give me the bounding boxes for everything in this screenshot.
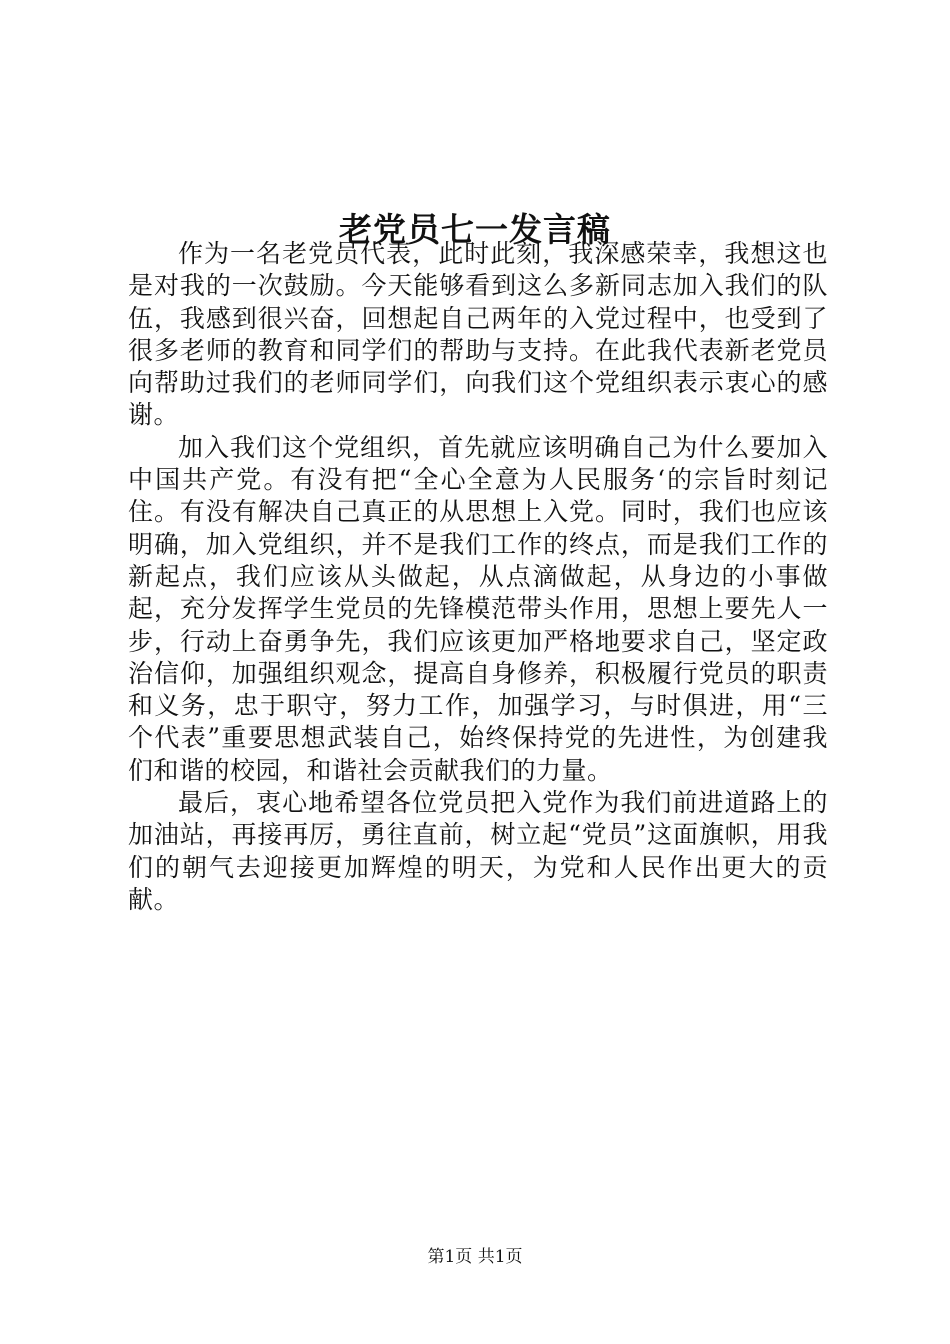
paragraph-2: 加入我们这个党组织，首先就应该明确自己为什么要加入中国共产党。有没有把“全心全意为人民服务‘的宗旨时刻记住。有没有解决自己真正的从思想上入党。同时，我们也应该明确，加入党组织，并不是我们工作的终点，而是我们工作的新起点，我们应该从头做起，从点滴做起，从身边的小事做起，充分发挥学生党员的先锋模范带头作用，思想上要先人一步，行动上奋勇争先，我们应该更加严格地要求自己，坚定政治信仰，加强组织观念，提高自身修养，积极履行党员的职责和义务，忠于职守，努力工作，加强学习，与时俱进，用“三个代表”重要思想武装自己，始终保持党的先进性，为创建我们和谐的校园，和谐社会贡献我们的力量。 <box>128 432 828 785</box>
paragraph-1: 作为一名老党员代表，此时此刻，我深感荣幸，我想这也是对我的一次鼓励。今天能够看到这么多新同志加入我们的队伍，我感到很兴奋，回想起自己两年的入党过程中，也受到了很多老师的教育和同学们的帮助与支持。在此我代表新老党员向帮助过我们的老师同学们，向我们这个党组织表示衷心的感谢。 <box>128 239 828 430</box>
paragraph-3: 最后，衷心地希望各位党员把入党作为我们前进道路上的加油站，再接再厉，勇往直前，树立起“党员”这面旗帜，用我们的朝气去迎接更加辉煌的明天，为党和人民作出更大的贡献。 <box>128 788 828 914</box>
document-body <box>128 238 828 916</box>
page-number-footer: 第1页 共1页 <box>427 1247 523 1267</box>
document-title: 老党员七一发言稿 <box>339 210 611 250</box>
